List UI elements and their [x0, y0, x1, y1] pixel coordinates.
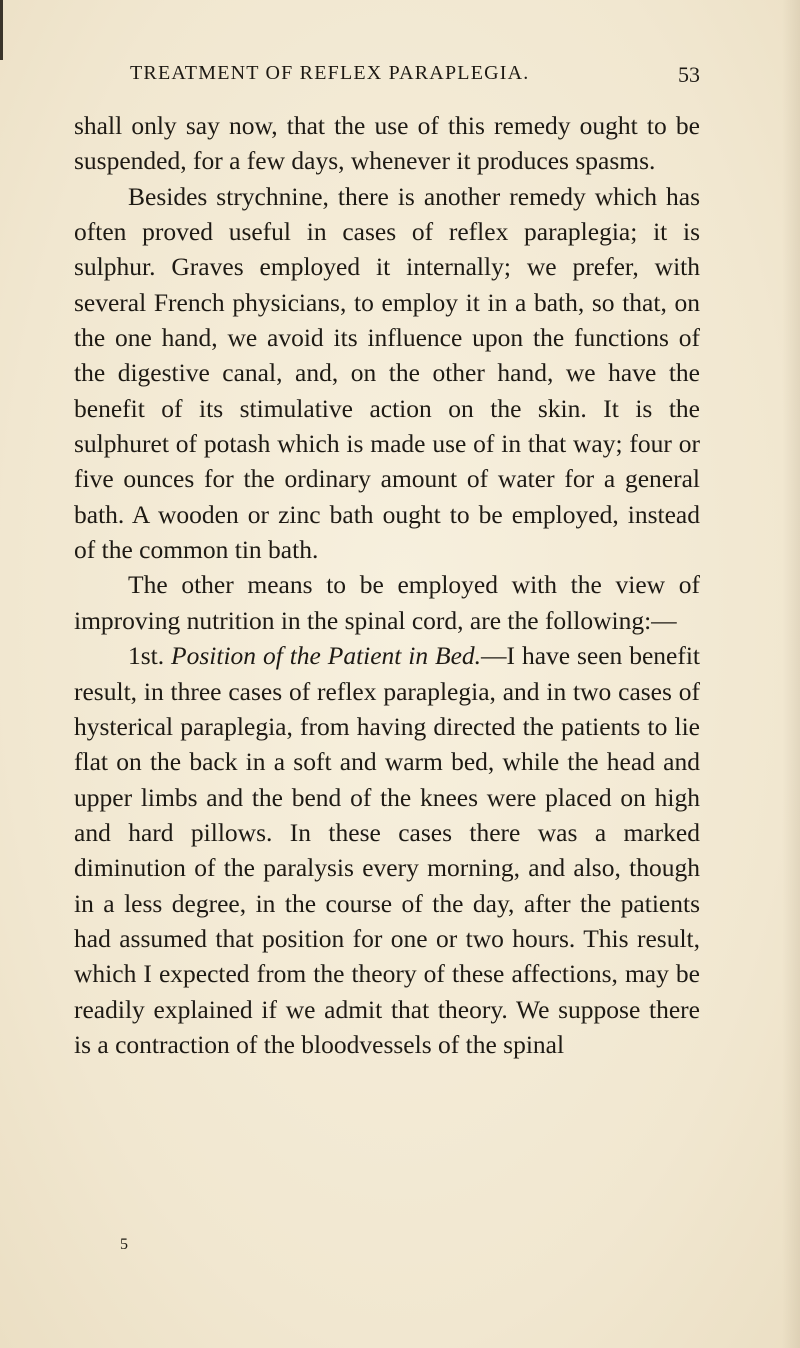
paragraph-1-text: shall only say now, that the use of this remedy ought to be suspended, for a few days, whenever it produces spasms.: [74, 111, 700, 176]
signature-mark: 5: [120, 1236, 128, 1253]
paragraph-2: [74, 179, 700, 568]
running-title: TREATMENT OF REFLEX PARAPLEGIA.: [130, 62, 530, 84]
paragraph-4: [74, 638, 700, 1062]
paragraph-3-text: The other means to be employed with the view of improving nutrition in the spinal cord, are the following:—: [74, 570, 700, 635]
section-heading-italic: Position of the Patient in Bed.: [171, 641, 482, 671]
paragraph-4-lead: 1st.: [128, 641, 172, 671]
running-head: [130, 62, 700, 92]
paragraph-2-text: Besides strychnine, there is another remedy which has often proved useful in cases of reflex paraplegia; it is sulphur. Graves employed it internally; we prefer, with several French physicians, to employ it in a bath, so that, on the one hand, we avoid its influence upon the functions of the digestive canal, and, on the other hand, we have the benefit of its stimulative action on the skin. It is the sulphuret of potash which is made use of in that way; four or five ounces for the ordinary amount of water for a general bath. A wooden or zinc bath ought to be employed, instead of the common tin bath.: [74, 181, 700, 565]
page-edge-shadow: [782, 0, 800, 1348]
paragraph-3: [74, 567, 700, 638]
paragraph-4-text: —I have seen benefit result, in three cases of reflex paraplegia, and in two cases of hysterical paraplegia, from having directed the patients to lie flat on the back in a soft and warm bed, while the head and upper limbs and the bend of the knees were placed on high and hard pillows. In these cases there was a marked diminution of the paralysis every morning, and also, though in a less degree, in the course of the day, after the patients had assumed that position for one or two hours. This result, which I expected from the theory of these affections, may be readily explained if we admit that theory. We suppose there is a contraction of the bloodvessels of the spinal: [74, 641, 700, 1059]
body-text: [74, 108, 700, 1062]
paragraph-1: [74, 108, 700, 179]
page-number: 53: [678, 62, 700, 87]
binding-edge-mark: [0, 0, 3, 60]
